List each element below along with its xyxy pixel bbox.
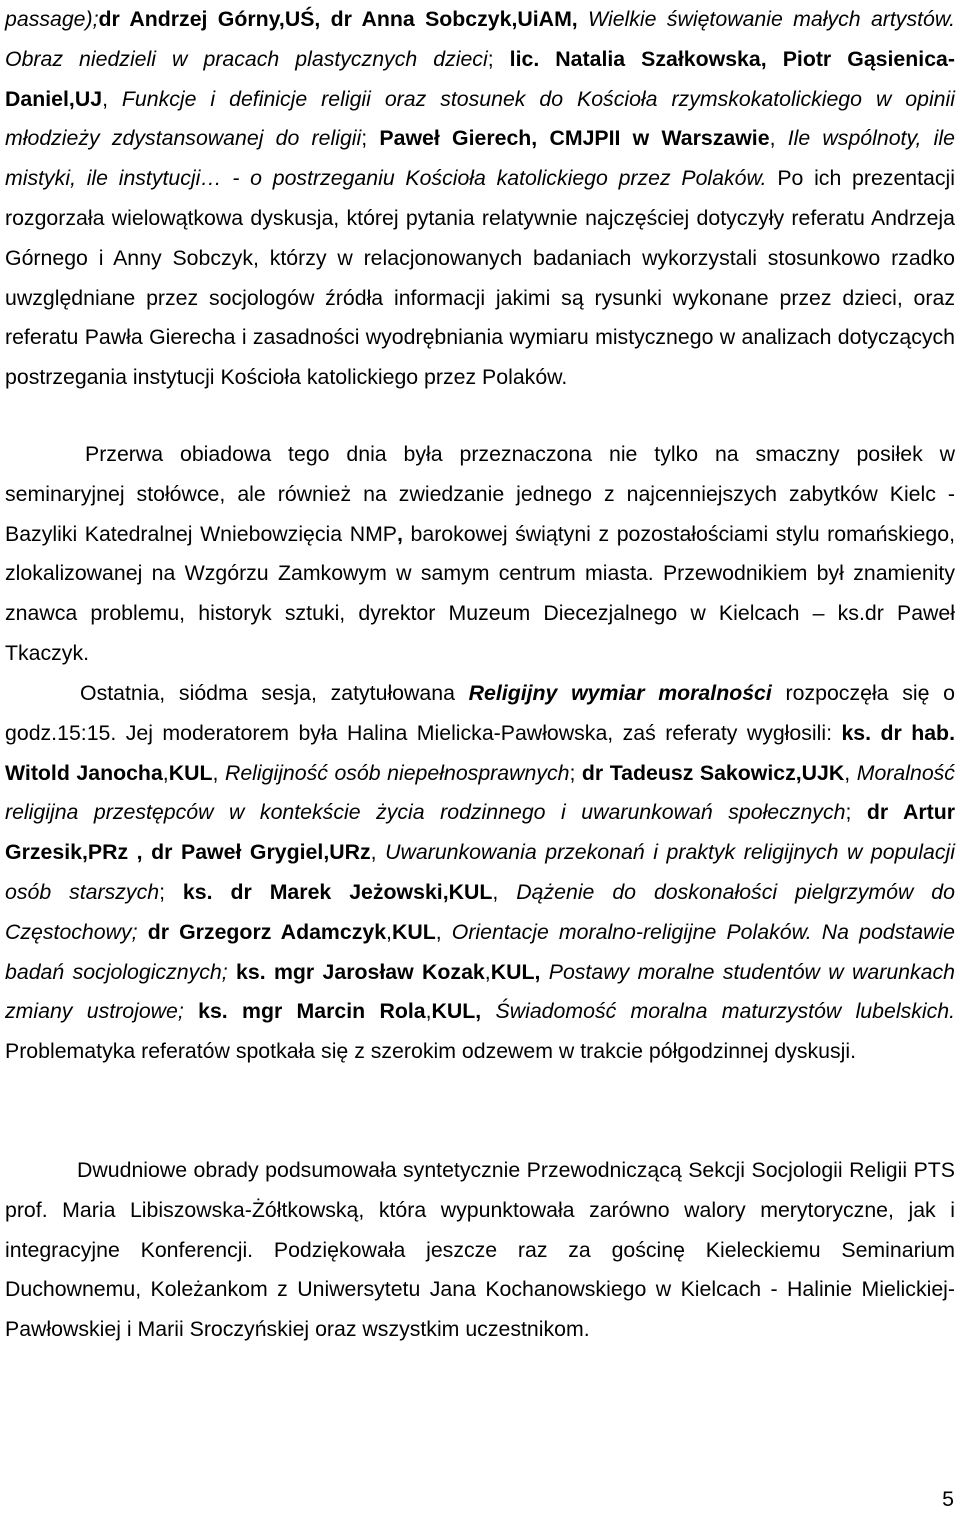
text-run: , xyxy=(492,879,517,904)
text-run: KUL xyxy=(391,919,436,944)
text-run: Wielkie świętowanie małych artystów. Obraz niedzieli w pracach plastycznych dzieci xyxy=(5,7,955,71)
text-run xyxy=(481,999,495,1023)
paragraph-closing xyxy=(5,1151,955,1350)
text-run: , xyxy=(769,126,788,151)
text-run xyxy=(184,999,198,1023)
text-run: Dążenie do doskonałości pielgrzymów do Częstochowy; xyxy=(5,879,955,944)
text-run: Ile wspólnoty, ile mistyki, ile instytucji… - o postrzeganiu Kościoła katolickiego przez Polaków. xyxy=(5,126,955,191)
text-run: , xyxy=(386,919,392,944)
text-run: Paweł Gierech, CMJPII w Warszawie xyxy=(379,126,770,151)
text-run: Świadomość moralna maturzystów lubelskich. xyxy=(495,999,956,1024)
text-run xyxy=(540,960,548,984)
text-run: Przerwa obiadowa tego dnia była przeznaczona nie tylko na smaczny posiłek w seminaryjnej stołówce, ale również na zwiedzanie jednego z najcenniejszych zabytków Kielc - Bazyliki Katedralnej Wniebowzięcia NMP xyxy=(5,442,955,546)
text-run: barokowej świątyni z pozostałościami stylu romańskiego, zlokalizowanej na Wzgórzu Zamkowym w samym centrum miasta. Przewodnikiem był znamienity znawca problemu, historyk sztuki, dyrektor Muzeum Diecezjalnego w Kielcach – ks.dr Paweł Tkaczyk. xyxy=(5,521,955,665)
text-run: Ostatnia, siódma sesja, zatytułowana xyxy=(80,681,469,705)
text-run: lic. Natalia Szałkowska, Piotr Gąsienica-Daniel,UJ xyxy=(5,46,955,111)
text-run: Postawy moralne studentów w warunkach zmiany ustrojowe; xyxy=(5,959,955,1024)
text-run: Moralność religijna przestępców w kontekście życia rodzinnego i uwarunkowań społecznych xyxy=(5,760,955,825)
text-run: Uwarunkowania przekonań i praktyk religijnych w populacji osób starszych xyxy=(5,840,955,904)
text-run: Orientacje moralno-religijne Polaków. Na podstawie badań socjologicznych; xyxy=(5,919,955,984)
text-run: , xyxy=(397,521,403,546)
paragraph-lunch-break xyxy=(5,435,955,674)
text-run: , xyxy=(484,959,491,984)
text-run: ; xyxy=(487,46,510,71)
text-run: , xyxy=(844,760,857,785)
text-run: ; xyxy=(361,126,380,151)
text-run: ; xyxy=(569,760,582,785)
text-run: rozpoczęła się o godz.15:15. Jej moderatorem była Halina Mielicka-Pawłowska, zaś referaty wygłosili: xyxy=(5,681,955,745)
text-run: , xyxy=(162,760,169,785)
text-run: , xyxy=(102,86,122,111)
text-run: Problematyka referatów spotkała się z szerokim odzewem w trakcie półgodzinnej dyskusji. xyxy=(5,1039,857,1064)
paragraph-session-7 xyxy=(5,674,955,1072)
text-run: ks. dr hab. Witold Janocha xyxy=(5,720,955,785)
text-run: ks. dr Marek Jeżowski,KUL xyxy=(182,879,493,904)
text-run: KUL, xyxy=(490,959,541,984)
paragraph-session-6-summary xyxy=(5,0,955,398)
text-run: , xyxy=(425,999,432,1024)
text-run: Religijny wymiar moralności xyxy=(468,681,772,705)
text-run: , xyxy=(212,760,225,785)
text-run: , xyxy=(435,919,452,944)
text-run: ; xyxy=(845,800,867,825)
page-number: 5 xyxy=(942,1487,954,1511)
text-run: dr Artur Grzesik,PRz , dr Paweł Grygiel,URz xyxy=(5,800,956,865)
text-run: ks. mgr Jarosław Kozak xyxy=(236,959,485,984)
text-run: dr Tadeusz Sakowicz,UJK xyxy=(581,760,845,785)
text-run xyxy=(138,920,148,944)
text-run: ; xyxy=(159,879,183,904)
text-run: KUL xyxy=(168,760,213,785)
text-run: dr Grzegorz Adamczyk xyxy=(147,919,387,944)
text-run: Po ich prezentacji rozgorzała wielowątkowa dyskusja, której pytania relatywnie najczęściej dotyczyły referatu Andrzeja Górnego i Anny Sobczyk, którzy w relacjonowanych badaniach wykorzystali stosunkowo rzadko uwzględniane przez socjologów źródła informacji jakimi są rysunki wykonane przez dzieci, oraz referatu Pawła Gierecha i zasadności wyodrębniania wymiaru mistycznego w analizach dotyczących postrzegania instytucji Kościoła katolickiego przez Polaków. xyxy=(5,166,955,390)
text-run: Dwudniowe obrady podsumowała syntetycznie Przewodniczącą Sekcji Socjologii Religii PTS prof. Maria Libiszowska-Żółtkowską, która wypunktowała zarówno walory merytoryczne, jak i integracyjne Konferencji. Podziękowała jeszcze raz za gościnę Kieleckiemu Seminarium Duchownemu, Koleżankom z Uniwersytetu Jana Kochanowskiego w Kielcach - Halinie Mielickiej-Pawłowskiej i Marii Sroczyńskiej oraz wszystkim uczestnikom. xyxy=(5,1158,955,1342)
text-run: Funkcje i definicje religii oraz stosunek do Kościoła rzymskokatolickiego w opinii młodzieży zdystansowanej do religii xyxy=(5,86,955,151)
text-run: Religijność osób niepełnosprawnych xyxy=(224,760,570,785)
text-run: ks. mgr Marcin Rola xyxy=(198,999,426,1024)
text-run xyxy=(228,960,236,984)
text-run: passage); xyxy=(5,7,99,31)
text-run: , xyxy=(370,840,386,865)
text-run: KUL, xyxy=(431,999,482,1024)
text-run: dr Andrzej Górny,UŚ, dr Anna Sobczyk,UiAM, xyxy=(98,7,578,31)
